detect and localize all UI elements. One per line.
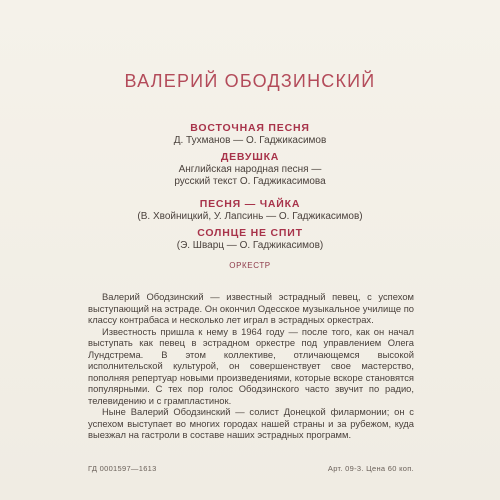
bio-paragraph: Валерий Ободзинский — известный эстрадный певец, с успехом выступающий на эстраде. Он окончил Одесское музыкальное училище по классу контрабаса и несколько лет играл в эстрадных оркестрах.: [88, 291, 414, 325]
track-item: [0, 122, 500, 147]
track-title: ВОСТОЧНАЯ ПЕСНЯ: [190, 122, 310, 134]
track-title: ДЕВУШКА: [220, 151, 280, 163]
orchestra-label: ОРКЕСТР: [229, 261, 271, 270]
track-item: [0, 227, 500, 252]
track-list: [0, 122, 500, 252]
track-item: [0, 198, 500, 223]
artist-title: ВАЛЕРИЙ ОБОДЗИНСКИЙ: [124, 71, 376, 91]
price-label: Арт. 09-3. Цена 60 коп.: [327, 464, 414, 473]
bio-paragraph: Известность пришла к нему в 1964 году — после того, как он начал выступать как певец в эстрадном оркестре под управлением Олега Лундстрема. В этом коллективе, отличающемся высокой исполнительской культурой, он совершенствует свое мастерство, пополняя репертуар новыми произведениями, которые вскоре становятся популярными. С тех пор голос Ободзинского часто звучит по радио, телевидению и с грампластинок.: [88, 325, 414, 406]
bio-paragraph: Ныне Валерий Ободзинский — солист Донецкой филармонии; он с успехом выступает во многих городах нашей страны и за рубежом, куда выезжал на гастроли в составе наших эстрадных программ.: [88, 406, 414, 440]
track-title: СОЛНЦЕ НЕ СПИТ: [197, 227, 303, 239]
track-credit: (Э. Шварц — О. Гаджикасимов): [176, 240, 324, 251]
biography-text: [88, 291, 414, 441]
catalog-number: ГД 0001597—1613: [88, 464, 157, 473]
track-title: ПЕСНЯ — ЧАЙКА: [199, 198, 301, 210]
track-credit: Английская народная песня —: [178, 164, 322, 175]
track-credit: Д. Тухманов — О. Гаджикасимов: [173, 135, 327, 146]
track-item: [0, 151, 500, 188]
track-credit: русский текст О. Гаджикасимова: [174, 176, 326, 187]
track-credit: (В. Хвойницкий, У. Лапсинь — О. Гаджикасимов): [137, 211, 363, 222]
